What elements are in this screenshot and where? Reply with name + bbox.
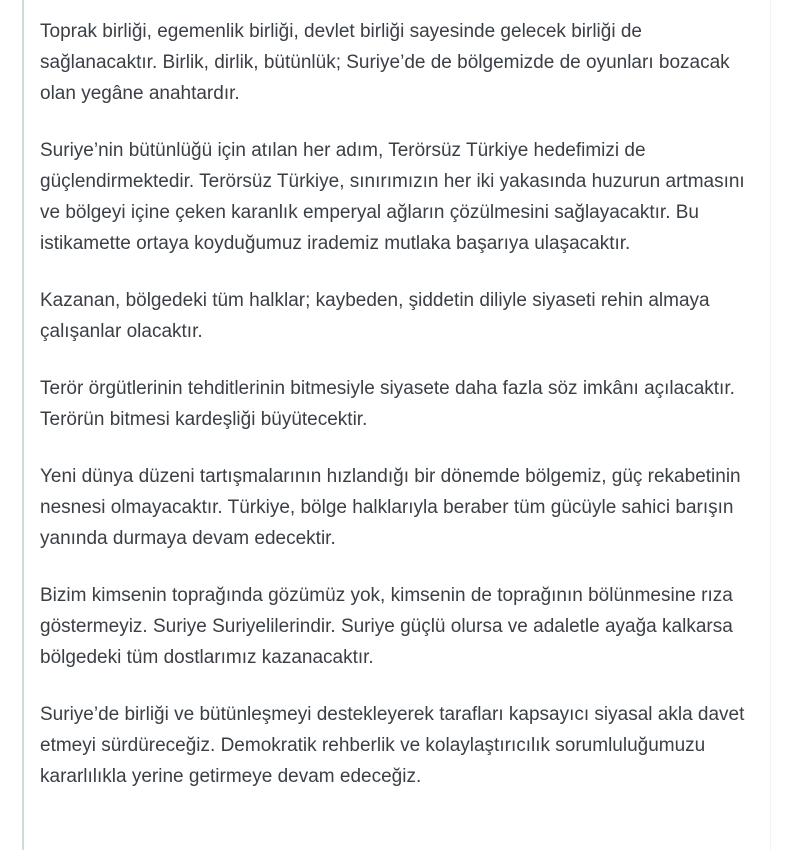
timeline-column-border [770,0,771,850]
post-paragraph-2: Suriye’nin bütünlüğü için atılan her adım, Terörsüz Türkiye hedefimizi de güçlendirmektedir. Terörsüz Türkiye, sınırımızın her iki yakasında huzurun artmasını ve bölgeyi içine çeken karanlık emperyal ağların çözülmesini sağlayacaktır. Bu istikamette ortaya koyduğumuz irademiz mutlaka başarıya ulaşacaktır. [40,140,745,254]
post-paragraph-3: Kazanan, bölgedeki tüm halklar; kaybeden, şiddetin diliyle siyaseti rehin almaya çalışanlar olacaktır. [40,290,710,342]
thread-connector-line [22,0,24,850]
post-paragraph-5: Yeni dünya düzeni tartışmalarının hızlandığı bir dönemde bölgemiz, güç rekabetinin nesnesi olmayacaktır. Türkiye, bölge halklarıyla beraber tüm gücüyle sahici barışın yanında durmaya devam edecektir. [40,466,741,549]
post-text-body [40,16,752,792]
post-paragraph-1: Toprak birliği, egemenlik birliği, devlet birliği sayesinde gelecek birliği de sağlanacaktır. Birlik, dirlik, bütünlük; Suriye’de de bölgemizde de oyunları bozacak olan yegâne anahtardır. [40,21,730,104]
post-paragraph-7: Suriye’de birliği ve bütünleşmeyi destekleyerek tarafları kapsayıcı siyasal akla davet etmeyi sürdüreceğiz. Demokratik rehberlik ve kolaylaştırıcılık sorumluluğumuzu kararlılıkla yerine getirmeye devam edeceğiz. [40,704,745,787]
post-paragraph-4: Terör örgütlerinin tehditlerinin bitmesiyle siyasete daha fazla söz imkânı açılacaktır. Terörün bitmesi kardeşliği büyütecektir. [40,378,735,430]
post-paragraph-6: Bizim kimsenin toprağında gözümüz yok, kimsenin de toprağının bölünmesine rıza göstermeyiz. Suriye Suriyelilerindir. Suriye güçlü olursa ve adaletle ayağa kalkarsa bölgedeki tüm dostlarımız kazanacaktır. [40,585,733,668]
